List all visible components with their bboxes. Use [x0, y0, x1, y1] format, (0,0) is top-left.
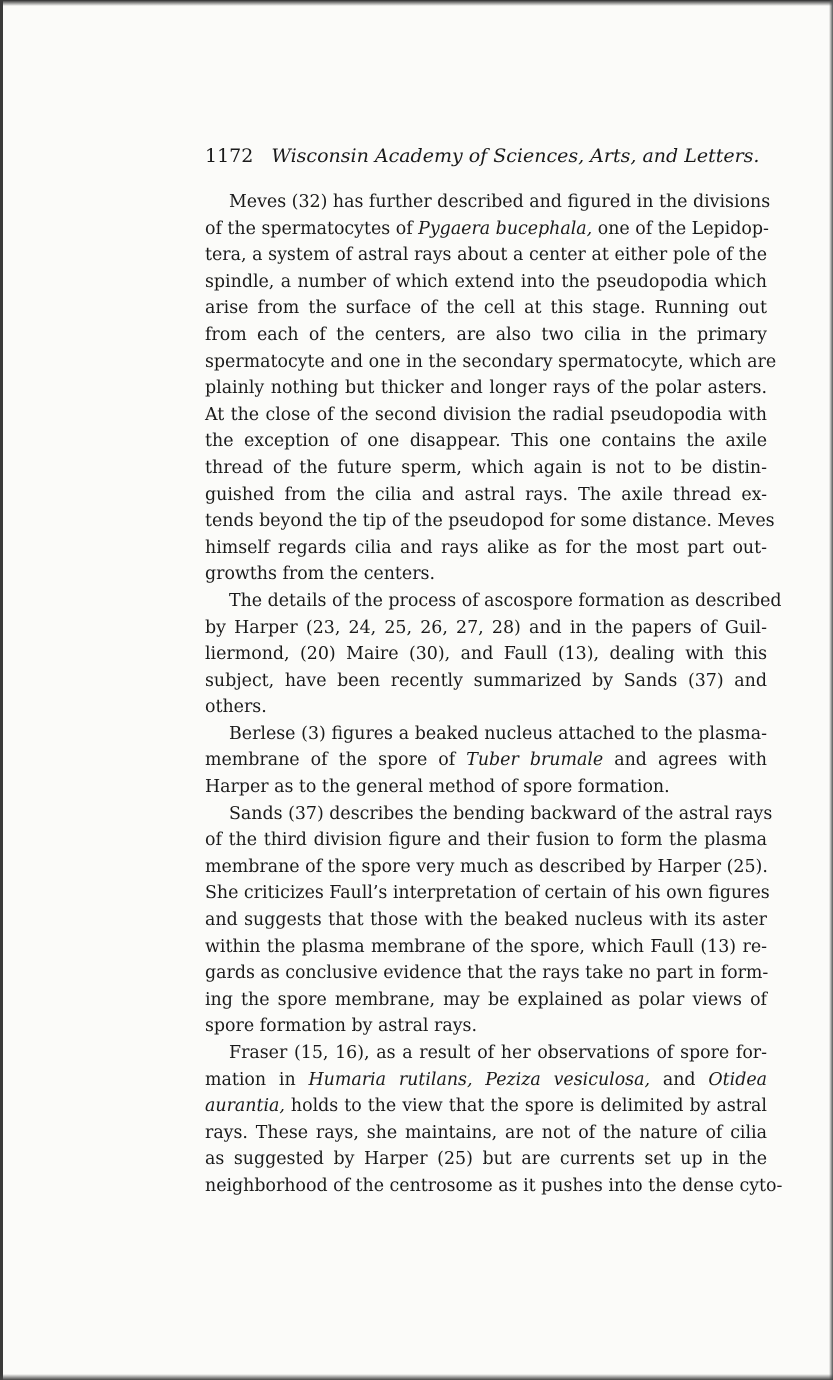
italic-term: Tuber brumale: [466, 750, 604, 771]
page-edge-left: [0, 0, 3, 1380]
text-line: tera, a system of astral rays about a center at either pole of the: [205, 245, 767, 266]
text-line: of the third division figure and their fusion to form the plasma: [205, 830, 767, 851]
text-line: Fraser (15, 16), as a result of her observations of spore for-: [229, 1043, 767, 1063]
text-line: Harper as to the general method of spore formation.: [205, 777, 670, 798]
text-line: and suggests that those with the beaked nucleus with its aster: [205, 910, 767, 931]
text-line: arise from the surface of the cell at this stage. Running out: [205, 298, 767, 319]
text-line: by Harper (23, 24, 25, 26, 27, 28) and in the papers of Guil-: [205, 617, 767, 638]
italic-term: Humaria rutilans, Peziza vesiculosa,: [308, 1069, 651, 1090]
text-line: mation in Humaria rutilans, Peziza vesiculosa, and Otidea: [205, 1069, 767, 1090]
text-line: others.: [205, 697, 267, 718]
text-line: At the close of the second division the radial pseudopodia with: [205, 404, 767, 425]
page-number: 1172: [205, 145, 254, 167]
page-edge-top: [0, 0, 833, 6]
text-line: thread of the future sperm, which again is not to be distin-: [205, 457, 767, 478]
paragraph: [205, 721, 767, 801]
running-header: [205, 143, 780, 169]
text-line: tends beyond the tip of the pseudopod for some distance. Meves: [205, 511, 775, 532]
paragraph: [205, 588, 782, 721]
text-line: growths from the centers.: [205, 564, 435, 585]
text-line: plainly nothing but thicker and longer rays of the polar asters.: [205, 378, 767, 399]
italic-term: Otidea: [708, 1069, 767, 1090]
text-line: Sands (37) describes the bending backward of the astral rays: [229, 803, 773, 824]
text-line: the exception of one disappear. This one contains the axile: [205, 431, 767, 452]
text-line: She criticizes Faull’s interpretation of certain of his own figures: [205, 883, 770, 904]
text-line: gards as conclusive evidence that the rays take no part in form-: [205, 963, 769, 984]
text-line: membrane of the spore of Tuber brumale and agrees with: [205, 750, 767, 771]
text-line: membrane of the spore very much as described by Harper (25).: [205, 856, 768, 877]
text-line: Meves (32) has further described and figured in the divisions: [229, 192, 771, 212]
text-line: of the spermatocytes of Pygaera bucephala, one of the Lepidop-: [205, 218, 769, 239]
paragraph: [205, 189, 777, 588]
text-line: liermond, (20) Maire (30), and Faull (13), dealing with this: [205, 644, 767, 665]
text-line: guished from the cilia and astral rays. The axile thread ex-: [205, 484, 767, 505]
page-edge-right: [829, 0, 833, 1380]
text-line: The details of the process of ascospore formation as described: [229, 590, 782, 611]
body-text: [205, 189, 783, 1200]
page-edge-bottom: [0, 1374, 833, 1380]
text-line: spindle, a number of which extend into the pseudopodia which: [205, 271, 767, 292]
italic-term: Pygaera bucephala,: [418, 218, 593, 239]
text-line: from each of the centers, are also two cilia in the primary: [205, 324, 767, 345]
text-line: subject, have been recently summarized by Sands (37) and: [205, 670, 767, 691]
text-line: as suggested by Harper (25) but are currents set up in the: [205, 1149, 767, 1170]
text-line: himself regards cilia and rays alike as for the most part out-: [205, 537, 767, 558]
italic-term: aurantia,: [205, 1096, 285, 1117]
text-line: neighborhood of the centrosome as it pushes into the dense cyto-: [205, 1175, 783, 1196]
text-line: Berlese (3) figures a beaked nucleus attached to the plasma-: [229, 723, 767, 744]
running-title: Wisconsin Academy of Sciences, Arts, and Letters.: [271, 145, 760, 167]
text-line: spore formation by astral rays.: [205, 1016, 477, 1037]
text-line: within the plasma membrane of the spore, which Faull (13) re-: [205, 936, 767, 957]
paragraph: [205, 1040, 783, 1200]
paragraph: [205, 801, 773, 1040]
text-line: spermatocyte and one in the secondary spermatocyte, which are: [205, 351, 777, 372]
text-line: rays. These rays, she maintains, are not of the nature of cilia: [205, 1122, 767, 1143]
text-line: aurantia, holds to the view that the spore is delimited by astral: [205, 1096, 767, 1117]
text-line: ing the spore membrane, may be explained as polar views of: [205, 989, 767, 1010]
